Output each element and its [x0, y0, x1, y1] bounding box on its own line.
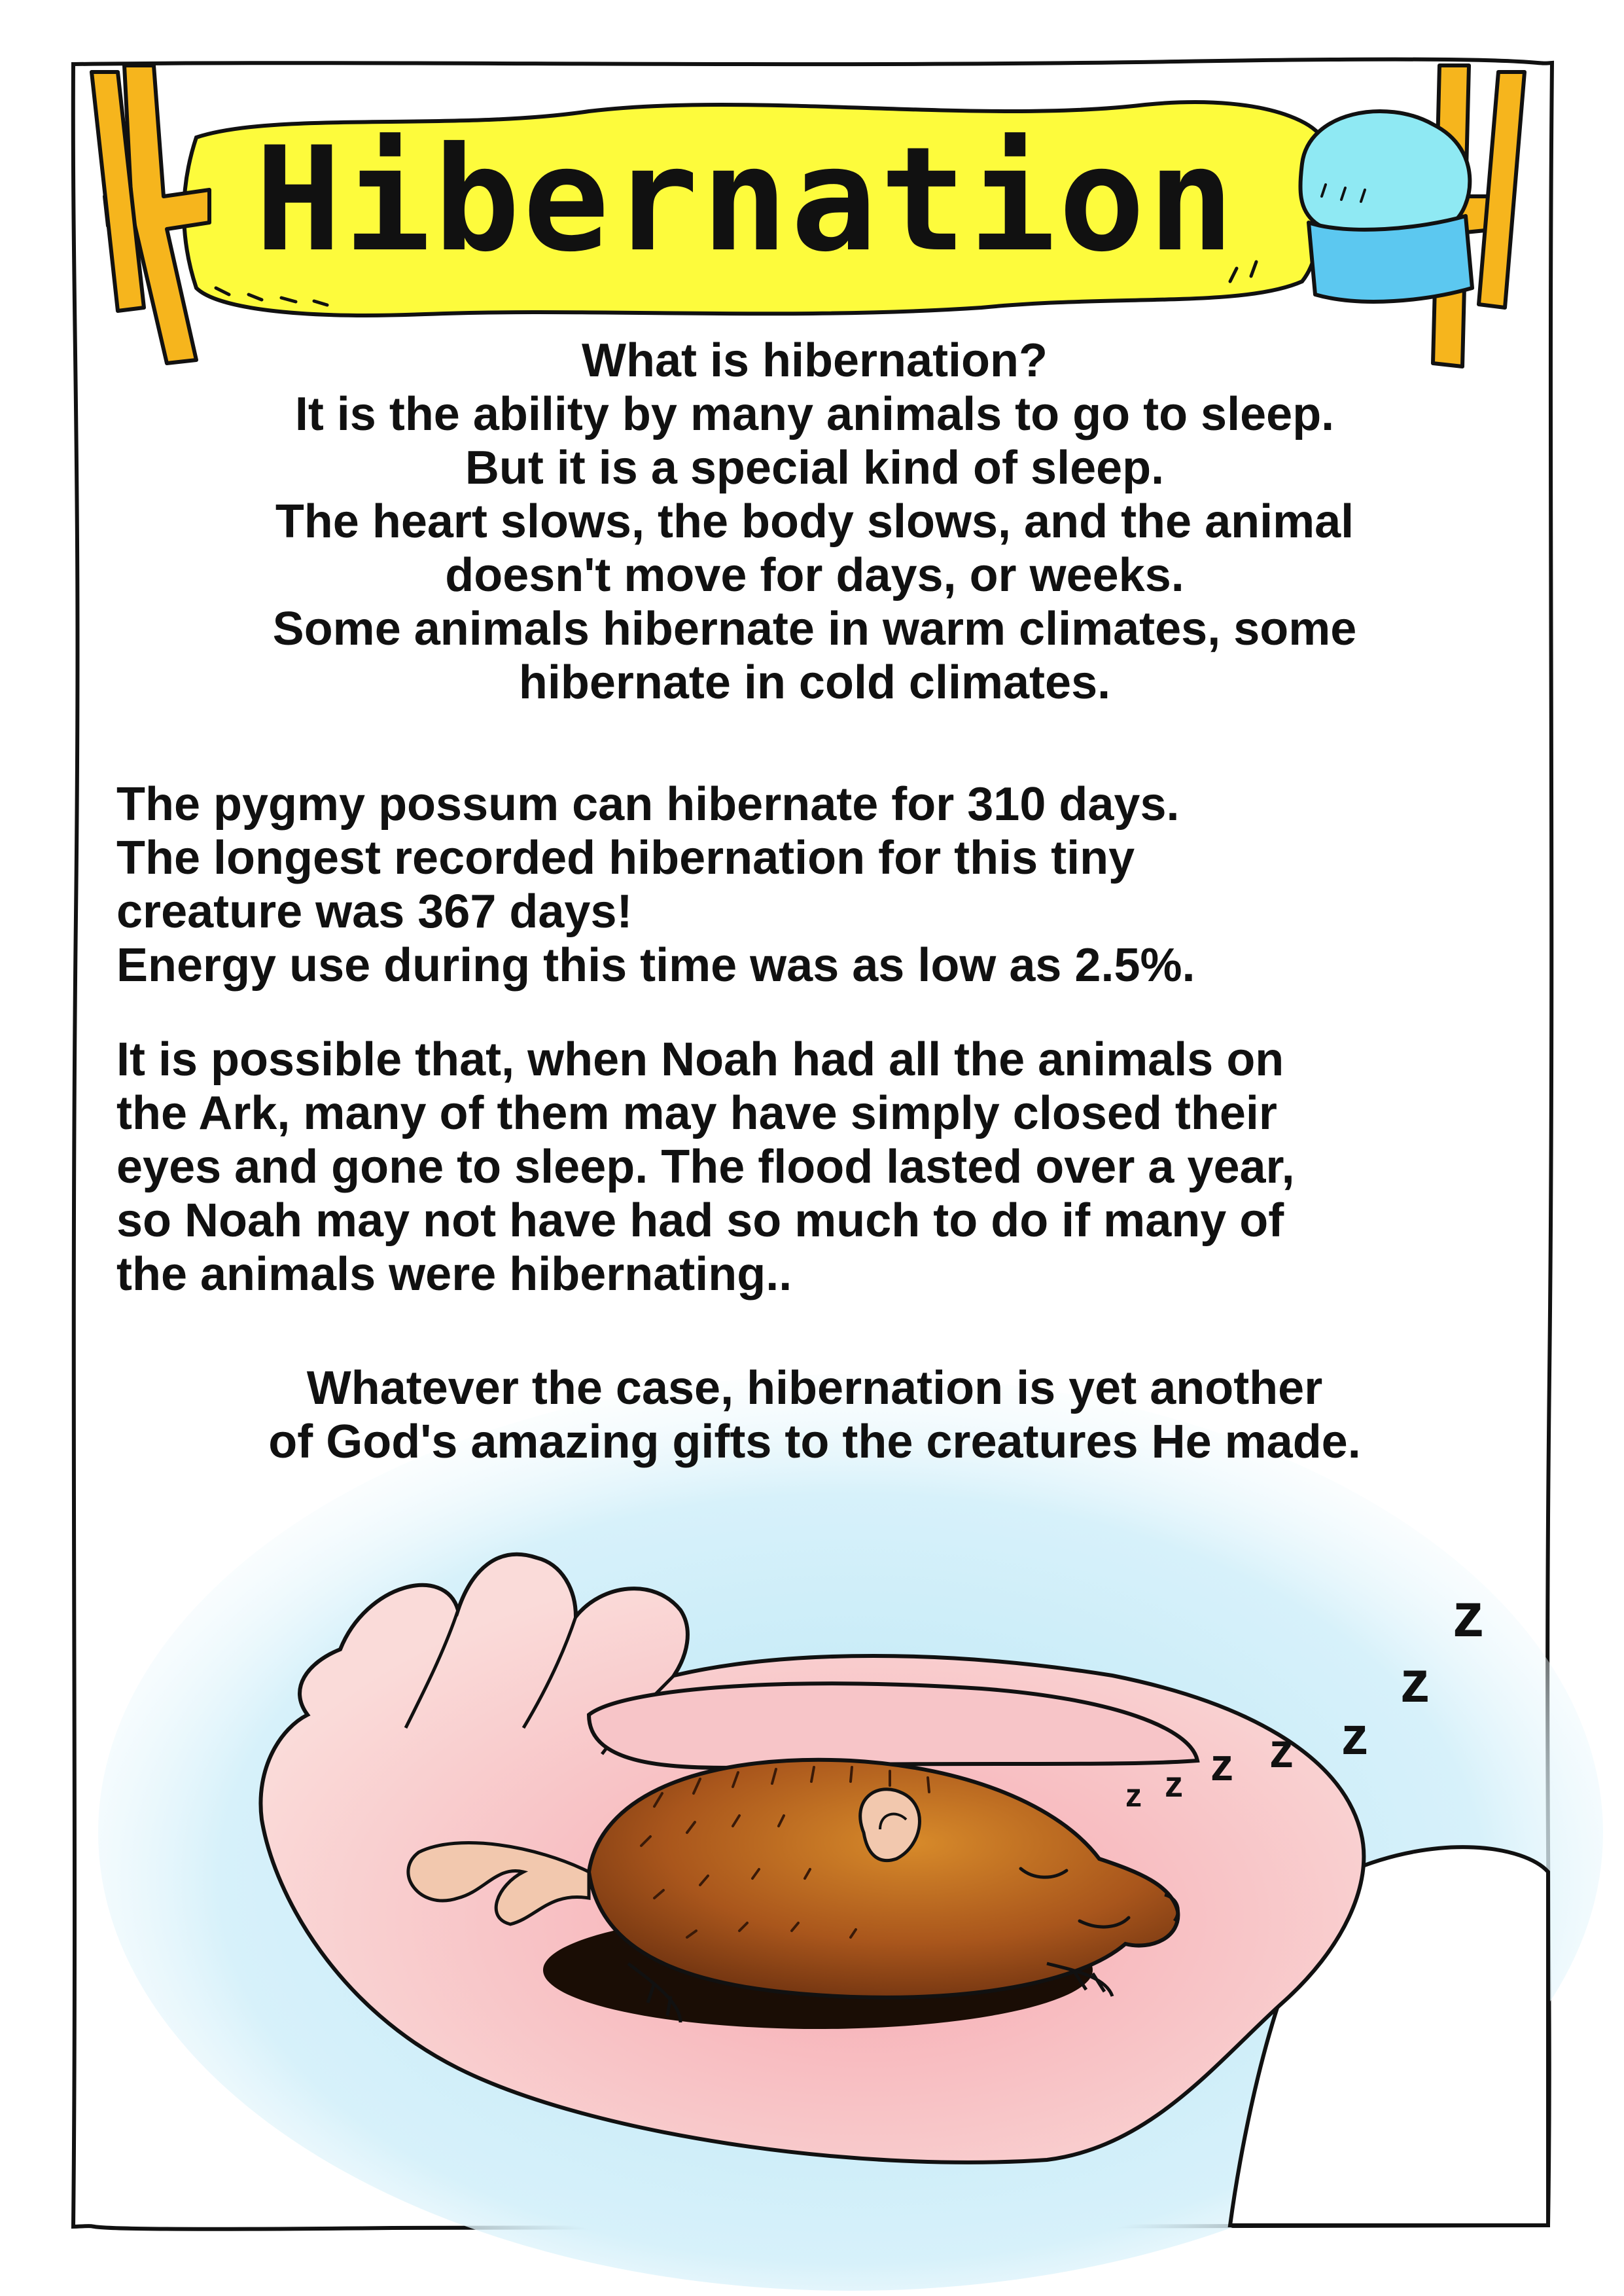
intro-paragraph: What is hibernation? It is the ability by many animals to go to sleep. But it is a special kind of sleep. The heart slows, the body slows, and the animal doesn't move for days, or weeks. Some animals hibernate in warm climates, some hibernate in cold climates. — [272, 334, 1357, 709]
page-title: Hibernation — [255, 116, 1237, 283]
svg-text:z: z — [1269, 1723, 1294, 1778]
possum-facts-paragraph: The pygmy possum can hibernate for 310 days. The longest recorded hibernation for this tiny creature was 367 days! Energy use during this time was as low as 2.5%. — [116, 778, 1195, 992]
svg-text:z: z — [1341, 1706, 1368, 1766]
svg-text:z: z — [1165, 1763, 1183, 1804]
pillow — [1300, 111, 1470, 238]
noah-ark-paragraph: It is possible that, when Noah had all the animals on the Ark, many of them may have simply closed their eyes and gone to sleep. The flood lasted over a year, so Noah may not have had so much to do if many of the animals were hibernating.. — [116, 1033, 1295, 1300]
closing-paragraph: Whatever the case, hibernation is yet another of God's amazing gifts to the creatures He made. — [268, 1362, 1361, 1468]
svg-text:z: z — [1210, 1739, 1233, 1790]
svg-text:z: z — [1125, 1777, 1142, 1814]
blue-blanket — [1309, 216, 1472, 302]
svg-text:z: z — [1453, 1580, 1484, 1650]
svg-text:z: z — [1400, 1649, 1430, 1715]
